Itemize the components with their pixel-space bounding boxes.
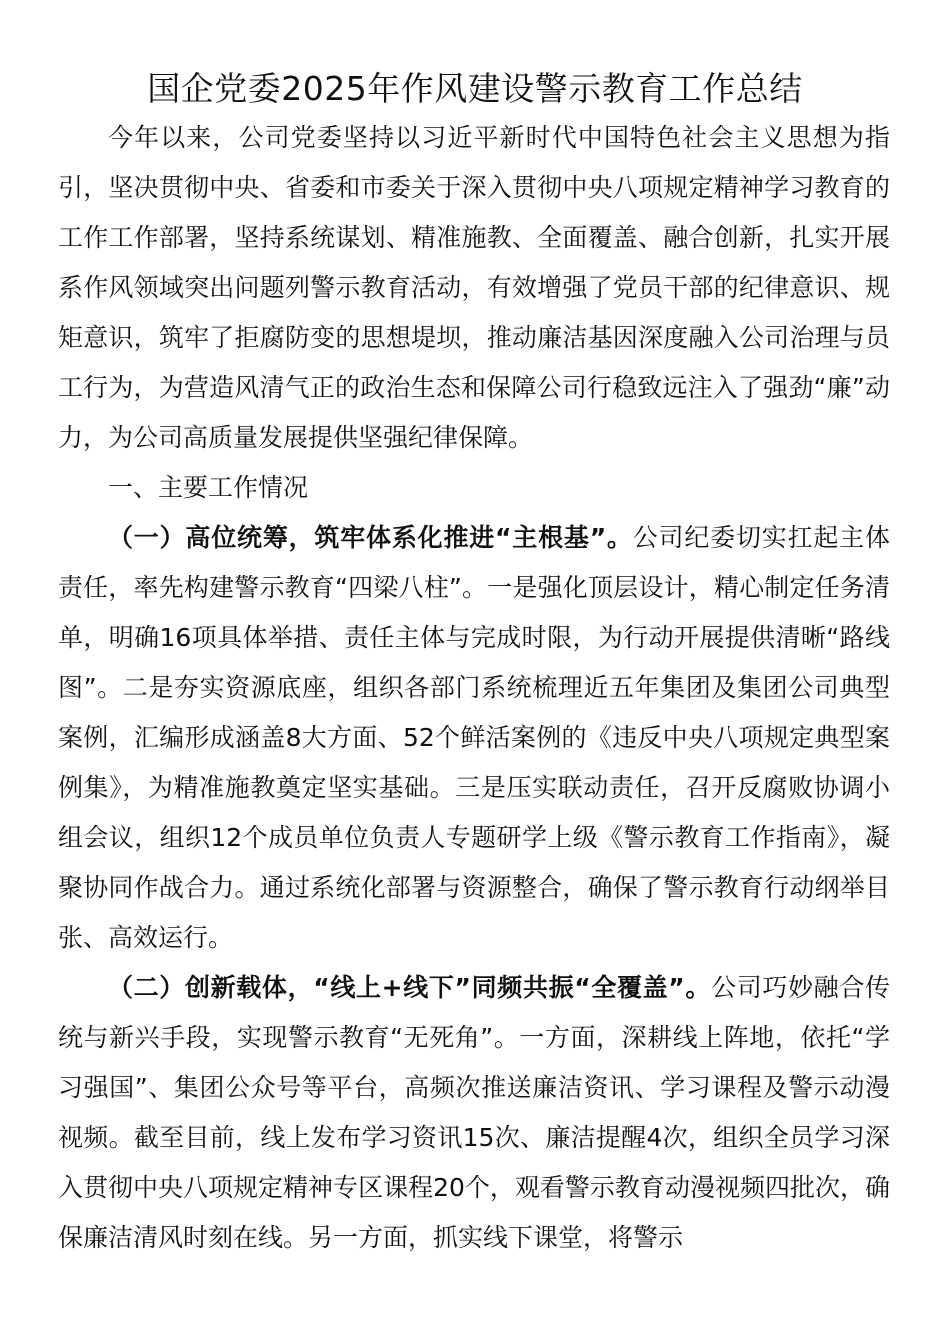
item-paragraph-2 [58, 963, 890, 1263]
item-heading-2: （二）创新载体，“线上+线下”同频共振“全覆盖”。 [108, 973, 712, 1002]
intro-paragraph: 今年以来，公司党委坚持以习近平新时代中国特色社会主义思想为指引，坚决贯彻中央、省委和市委关于深入贯彻中央八项规定精神学习教育的工作工作部署，坚持系统谋划、精准施教、全面覆盖、融合创新，扎实开展系作风领域突出问题列警示教育活动，有效增强了党员干部的纪律意识、规矩意识，筑牢了拒腐防变的思想堤坝，推动廉洁基因深度融入公司治理与员工行为，为营造风清气正的政治生态和保障公司行稳致远注入了强劲“廉”动力，为公司高质量发展提供坚强纪律保障。 [58, 123, 890, 452]
section-heading: 一、主要工作情况 [108, 473, 309, 502]
document-title: 国企党委2025年作风建设警示教育工作总结 [147, 69, 803, 108]
item-body-1: 公司纪委切实扛起主体责任，率先构建警示教育“四梁八柱”。一是强化顶层设计，精心制定任务清单，明确16项具体举措、责任主体与完成时限，为行动开展提供清晰“路线图”。二是夯实资源底座，组织各部门系统梳理近五年集团及集团公司典型案例，汇编形成涵盖8大方面、52个鲜活案例的《违反中央八项规定典型案例集》，为精准施教奠定坚实基础。三是压实联动责任，召开反腐败协调小组会议，组织12个成员单位负责人专题研学上级《警示教育工作指南》，凝聚协同作战合力。通过系统化部署与资源整合，确保了警示教育行动纲举目张、高效运行。 [58, 523, 890, 952]
item-body-2: 公司巧妙融合传统与新兴手段，实现警示教育“无死角”。一方面，深耕线上阵地，依托“学习强国”、集团公众号等平台，高频次推送廉洁资讯、学习课程及警示动漫视频。截至目前，线上发布学习资讯15次、廉洁提醒4次，组织全员学习深入贯彻中央八项规定精神专区课程20个，观看警示教育动漫视频四批次，确保廉洁清风时刻在线。另一方面，抓实线下课堂，将警示 [58, 973, 890, 1252]
item-heading-1: （一）高位统筹，筑牢体系化推进“主根基”。 [108, 523, 633, 552]
item-paragraph-1 [58, 513, 890, 963]
